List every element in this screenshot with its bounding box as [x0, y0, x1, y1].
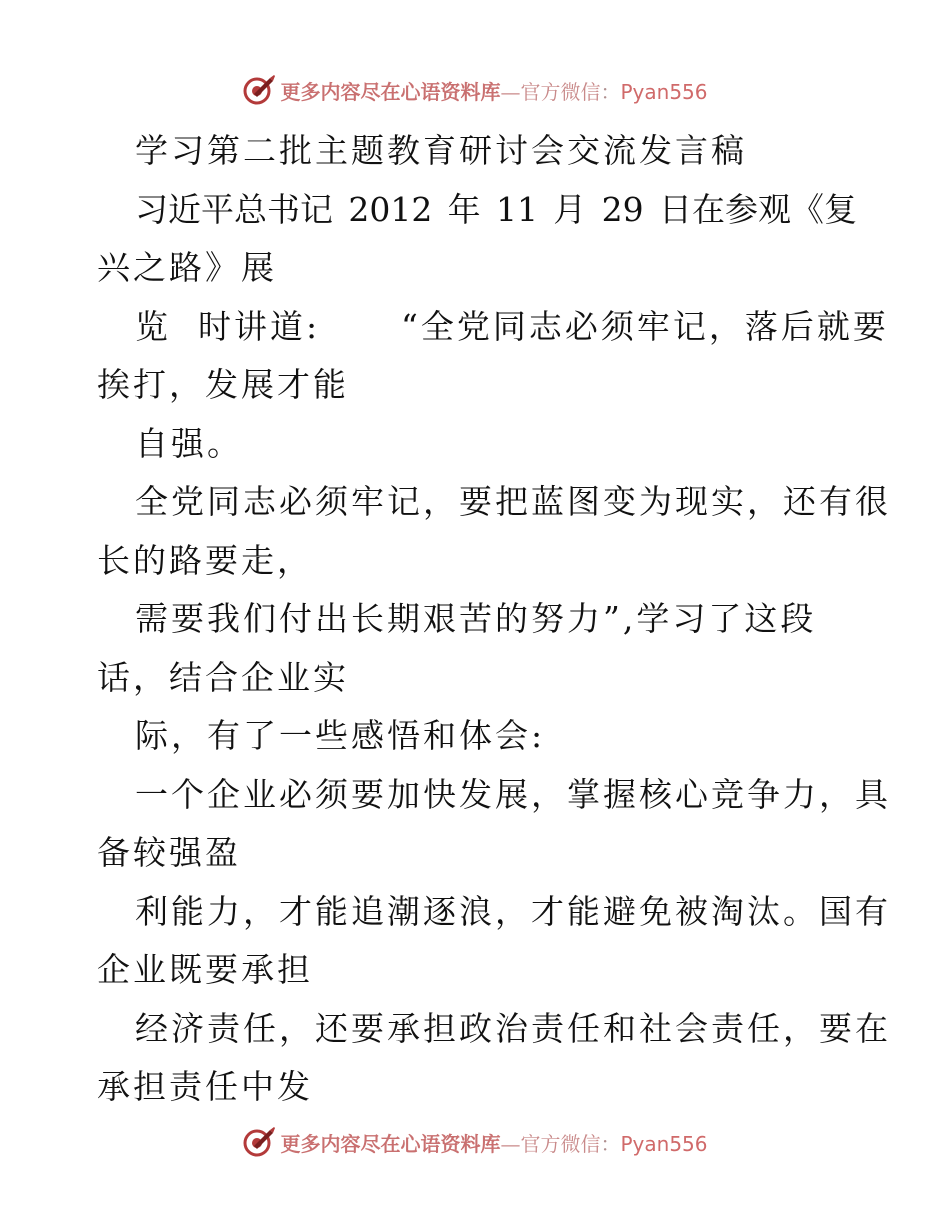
paragraph-line: 利能力，才能追潮逐浪，才能避免被淘汰。国有: [135, 891, 891, 931]
paragraph-line: 需要我们付出长期艰苦的努力”,学习了这段: [135, 599, 817, 638]
paragraph-line: 经济责任，还要承担政治责任和社会责任，要在: [135, 1008, 891, 1048]
watermark-label: 官方微信: [520, 79, 601, 104]
watermark-brand: 更多内容尽在心语资料库: [280, 1131, 501, 1156]
header-watermark: [0, 70, 950, 110]
paragraph-line: 览 时讲道: “全党同志必须牢记，落后就要: [135, 306, 889, 346]
paragraph-line: 话，结合企业实: [97, 657, 349, 697]
watermark-dash: —: [500, 1131, 521, 1156]
watermark-separator: ：: [600, 1131, 621, 1156]
watermark-text: [280, 1128, 707, 1157]
watermark-wechat-id: Pyan556: [620, 1131, 708, 1156]
watermark-brand: 更多内容尽在心语资料库: [280, 79, 501, 104]
paragraph-line: 一个企业必须要加快发展，掌握核心竞争力，具: [135, 774, 891, 814]
paragraph-line: 际，有了一些感悟和体会:: [135, 716, 546, 755]
paragraph-line: 习近平总书记 2012 年 11 月 29 日在参观《复: [135, 189, 857, 229]
watermark-dash: —: [500, 79, 521, 104]
watermark-separator: ：: [600, 79, 621, 104]
pen-logo-icon: [242, 73, 276, 107]
paragraph-line: 兴之路》展: [97, 248, 277, 287]
footer-watermark: [0, 1122, 950, 1162]
paragraph-line: 全党同志必须牢记，要把蓝图变为现实，还有很: [135, 482, 891, 521]
paragraph-line: 挨打，发展才能: [97, 365, 349, 404]
paragraph-line: 企业既要承担: [97, 950, 313, 989]
paragraph-line: 自强。: [135, 423, 243, 463]
paragraph-line: 备较强盈: [97, 833, 241, 872]
pen-logo-icon: [242, 1125, 276, 1159]
watermark-label: 官方微信: [520, 1131, 601, 1156]
document-title: 学习第二批主题教育研讨会交流发言稿: [135, 131, 747, 170]
paragraph-line: 承担责任中发: [97, 1067, 313, 1106]
watermark-wechat-id: Pyan556: [620, 79, 708, 104]
paragraph-line: 长的路要走，: [97, 540, 313, 580]
document-body: [97, 122, 891, 1117]
watermark-text: [280, 76, 707, 105]
